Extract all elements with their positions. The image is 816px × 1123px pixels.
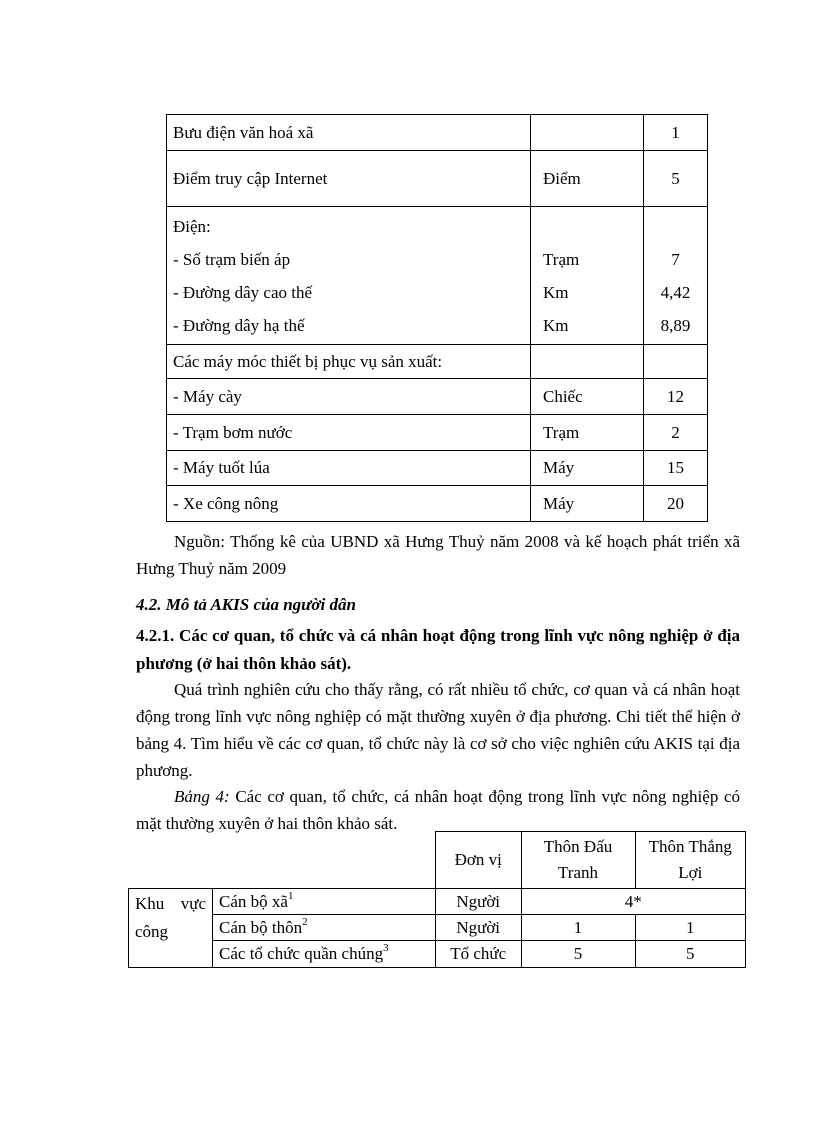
table-row: [167, 451, 708, 486]
table-cell: 12: [644, 379, 708, 415]
table-cell: Điểm: [531, 151, 644, 207]
electric-unit: Trạm: [543, 249, 580, 269]
table-cell: Trạm: [531, 415, 644, 451]
table-caption: [136, 783, 740, 837]
table-cell: 20: [644, 486, 708, 522]
table-cell: - Máy cày: [167, 379, 531, 415]
table-cell: Cán bộ thôn$^2$: [213, 915, 436, 941]
table-cell: Chiếc: [531, 379, 644, 415]
table-cell: Người: [435, 889, 521, 915]
table-row: [129, 915, 746, 941]
table-cell: - Xe công nông: [167, 486, 531, 522]
electric-value: 7: [671, 249, 680, 269]
electric-line: - Đường dây cao thế: [173, 282, 313, 302]
header-col2: Thôn Thắng Lợi: [635, 832, 745, 889]
table-row: [129, 941, 746, 968]
table-cell: 1: [635, 915, 745, 941]
table-row: [167, 115, 708, 151]
table-cell: 15: [644, 451, 708, 486]
table-cell: - Trạm bơm nước: [167, 415, 531, 451]
group-label: Khu vực công: [129, 889, 213, 968]
electric-line: - Đường dây hạ thế: [173, 315, 305, 335]
table-cell: Bưu điện văn hoá xã: [167, 115, 531, 151]
table-cell: Các tổ chức quần chúng$^3$: [213, 941, 436, 968]
table-cell: [167, 207, 531, 345]
table-row: [129, 889, 746, 915]
table-row: [167, 379, 708, 415]
header-unit: Đơn vị: [435, 832, 521, 889]
table-header-row: [129, 832, 746, 889]
table-row: [167, 415, 708, 451]
header-col1: Thôn Đấu Tranh: [521, 832, 635, 889]
table-cell: 5: [635, 941, 745, 968]
table-cell: Máy: [531, 451, 644, 486]
subsection-title: 4.2.1. Các cơ quan, tổ chức và cá nhân hoạt động trong lĩnh vực nông nghiệp ở địa phương (ở hai thôn khảo sát).: [136, 626, 740, 673]
table-cell: 1: [644, 115, 708, 151]
table-cell: 5: [521, 941, 635, 968]
electric-unit: Km: [543, 282, 569, 302]
section-title: 4.2. Mô tả AKIS của người dân: [136, 595, 356, 614]
table-caption-text: Các cơ quan, tổ chức, cá nhân hoạt động trong lĩnh vực nông nghiệp có mặt thường xuyên ở hai thôn khảo sát.: [136, 787, 741, 833]
table-cell: 5: [644, 151, 708, 207]
table-cell: [531, 207, 644, 345]
table-cell: - Máy tuốt lúa: [167, 451, 531, 486]
electric-value: 8,89: [660, 315, 691, 335]
body-paragraph: Quá trình nghiên cứu cho thấy rằng, có rất nhiều tổ chức, cơ quan và cá nhân hoạt động trong lĩnh vực nông nghiệp có mặt thường xuyên ở địa phương. Chi tiết thể hiện ở bảng 4. Tìm hiểu về các cơ quan, tổ chức này là cơ sở cho việc nghiên cứu AKIS tại địa phương.: [136, 680, 740, 780]
electric-value: 4,42: [660, 282, 691, 302]
table-cell: [644, 207, 708, 345]
table-cell: Các máy móc thiết bị phục vụ sản xuất:: [167, 345, 531, 379]
source-note: Nguồn: Thống kê của UBND xã Hưng Thuỷ năm 2008 và kế hoạch phát triển xã Hưng Thuỷ năm 2009: [136, 532, 740, 578]
organizations-table: [128, 831, 746, 968]
table-cell: [531, 115, 644, 151]
table-cell: Tổ chức: [435, 941, 521, 968]
table-row: [167, 151, 708, 207]
electric-line: - Số trạm biến áp: [173, 249, 291, 269]
table-cell: Điểm truy cập Internet: [167, 151, 531, 207]
table-row: [167, 486, 708, 522]
electric-unit: Km: [543, 315, 569, 335]
merged-cell: 4*: [521, 889, 746, 915]
electric-heading: Điện:: [173, 216, 211, 236]
table-cell: Máy: [531, 486, 644, 522]
table-row: [167, 345, 708, 379]
table-cell: 2: [644, 415, 708, 451]
infrastructure-table: [166, 114, 708, 522]
table-row: [167, 207, 708, 345]
table-cell: 1: [521, 915, 635, 941]
table-cell: Cán bộ $xã^1$: [213, 889, 436, 915]
table-cell: Người: [435, 915, 521, 941]
table-caption-label: Bảng 4:: [174, 787, 230, 806]
